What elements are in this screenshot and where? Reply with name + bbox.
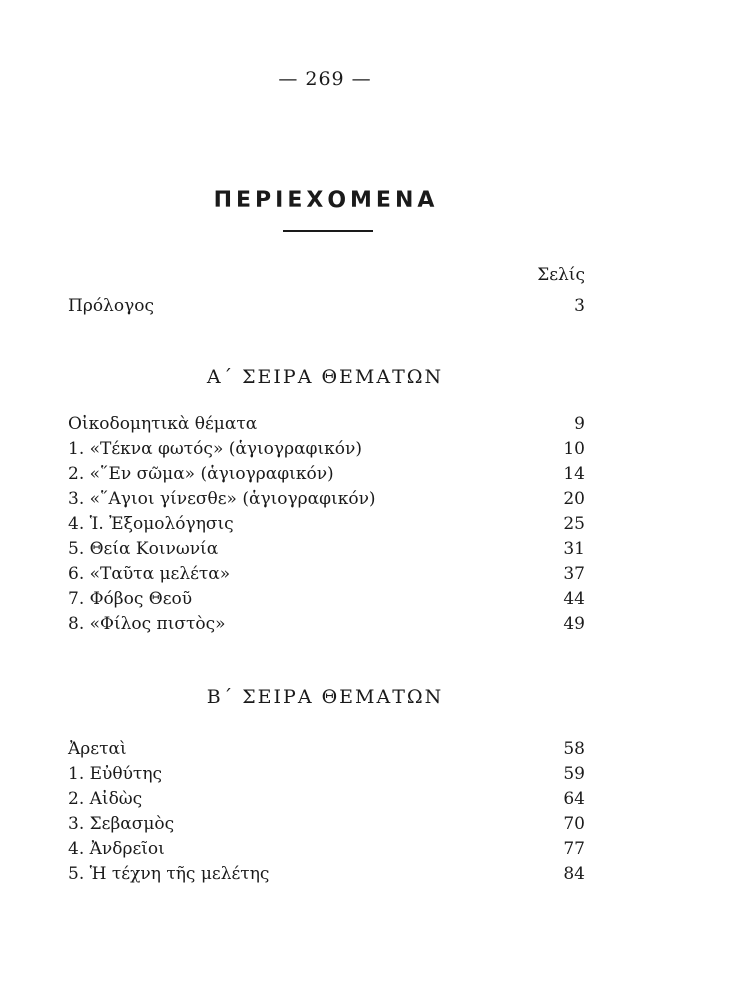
toc-entry-label: 4. Ἱ. Ἐξομολόγησις	[68, 514, 234, 534]
toc-entry-label: Οἰκοδομητικὰ θέματα	[68, 414, 258, 434]
page-title: ΠΕΡΙΕΧΟΜΕΝΑ	[213, 188, 439, 213]
toc-entry-page: 31	[563, 539, 585, 559]
toc-entry-label: 1. «Τέκνα φωτός» (ἁγιογραφικόν)	[68, 439, 362, 459]
toc-entry-label: Πρόλογος	[68, 296, 154, 316]
toc-entry	[68, 437, 585, 461]
toc-entry-page: 14	[563, 464, 585, 484]
toc-entry-page: 20	[563, 489, 585, 509]
toc-entry	[68, 762, 585, 786]
toc-entry	[68, 537, 585, 561]
title-underline	[283, 230, 373, 232]
toc-entry-page: 64	[563, 789, 585, 809]
toc-entry-page: 25	[563, 514, 585, 534]
toc-entry	[68, 737, 585, 761]
toc-entry-label: 6. «Ταῦτα μελέτα»	[68, 564, 231, 584]
toc-entry-page: 84	[563, 864, 585, 884]
toc-entry	[68, 562, 585, 586]
toc-entry-page: 77	[563, 839, 585, 859]
toc-entry-label: 2. Αἰδὼς	[68, 789, 143, 809]
toc-entry-label: 2. «῞Εν σῶμα» (ἁγιογραφικόν)	[68, 464, 334, 484]
toc-entry	[68, 512, 585, 536]
toc-entry	[68, 462, 585, 486]
toc-entry-label: 3. Σεβασμὸς	[68, 814, 175, 834]
toc-entry	[68, 812, 585, 836]
toc-entry	[68, 487, 585, 511]
toc-entry-label: 7. Φόβος Θεοῦ	[68, 589, 193, 609]
toc-entry	[68, 862, 585, 886]
toc-entry-page: 49	[563, 614, 585, 634]
toc-entry	[68, 412, 585, 436]
toc-entry	[68, 612, 585, 636]
toc-entry-label: 8. «Φίλος πιστὸς»	[68, 614, 226, 634]
toc-entry-label: 5. Θεία Κοινωνία	[68, 539, 219, 559]
section-heading-b: Β΄ ΣΕΙΡΑ ΘΕΜΑΤΩΝ	[206, 686, 444, 708]
toc-entry-label: 5. Ἡ τέχνη τῆς μελέτης	[68, 864, 270, 884]
toc-entry-page: 9	[574, 414, 585, 434]
toc-entry	[68, 837, 585, 861]
toc-entry-page: 70	[563, 814, 585, 834]
toc-entry-page: 3	[574, 296, 585, 316]
section-heading-a: Α΄ ΣΕΙΡΑ ΘΕΜΑΤΩΝ	[206, 366, 444, 388]
toc-entry	[68, 787, 585, 811]
toc-entry-page: 37	[563, 564, 585, 584]
toc-entry-prologue	[68, 294, 585, 318]
toc-entry	[68, 587, 585, 611]
page-column-header: Σελίς	[537, 265, 585, 285]
toc-entry-label: Ἀρεταὶ	[68, 739, 127, 759]
toc-entry-label: 3. «῞Αγιοι γίνεσθε» (ἁγιογραφικόν)	[68, 489, 376, 509]
toc-entry-label: 1. Εὐθύτης	[68, 764, 163, 784]
toc-entry-page: 59	[563, 764, 585, 784]
toc-entry-page: 10	[563, 439, 585, 459]
toc-entry-page: 44	[563, 589, 585, 609]
toc-entry-label: 4. Ἀνδρεῖοι	[68, 839, 165, 859]
page-number: — 269 —	[278, 68, 372, 90]
toc-entry-page: 58	[563, 739, 585, 759]
